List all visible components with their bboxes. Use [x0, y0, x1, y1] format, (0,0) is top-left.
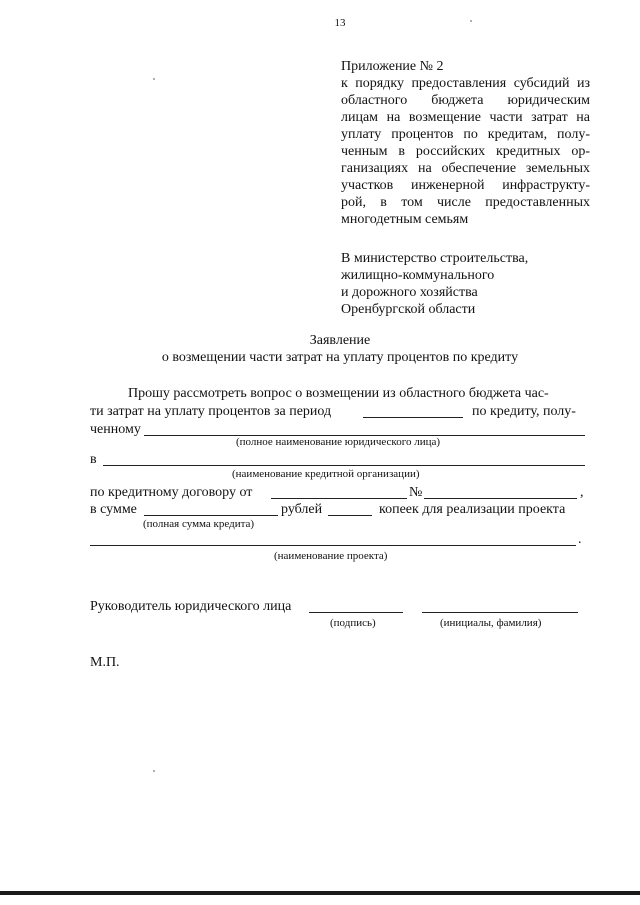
number-sign: №: [409, 485, 423, 500]
kopecks-field[interactable]: [328, 515, 372, 516]
appendix-line: областного бюджета юридическим: [341, 93, 590, 108]
form-text-sum-label: в сумме: [90, 502, 137, 517]
appendix-line: участков инженерной инфраструкту-: [341, 178, 590, 193]
scan-speck: [153, 770, 155, 772]
form-text-rubles: рублей: [281, 502, 323, 517]
bank-name-field[interactable]: [103, 465, 585, 466]
scan-speck: [470, 20, 472, 22]
rubles-field[interactable]: [144, 515, 278, 516]
signature-field[interactable]: [309, 612, 403, 613]
addressee-line: Оренбургской области: [341, 302, 476, 317]
appendix-line: уплату процентов по кредитам, полу-: [341, 127, 590, 142]
form-text-in-label: в: [90, 452, 97, 467]
scan-speck: [153, 78, 155, 80]
initials-surname-field[interactable]: [422, 612, 578, 613]
contract-number-field[interactable]: [424, 498, 577, 499]
signature-head-label: Руководитель юридического лица: [90, 599, 292, 614]
caption-credit-sum: (полная сумма кредита): [143, 518, 255, 530]
appendix-line: лицам на возмещение части затрат на: [341, 110, 590, 125]
caption-legal-entity-name: (полное наименование юридического лица): [236, 436, 441, 448]
form-text-contract-label: по кредитному договору от: [90, 485, 253, 500]
form-text-credit-label: по кредиту, полу-: [472, 404, 576, 419]
appendix-line: рой, в том числе предоставленных: [341, 195, 590, 210]
period-field[interactable]: [363, 417, 463, 418]
caption-signature: (подпись): [330, 617, 376, 629]
addressee-line: жилищно-коммунального: [341, 268, 495, 283]
caption-bank-name: (наименование кредитной организации): [232, 468, 420, 480]
addressee-line: В министерство строительства,: [341, 251, 529, 266]
form-period: .: [578, 532, 582, 547]
appendix-line: к порядку предоставления субсидий из: [341, 76, 590, 91]
project-name-field[interactable]: [90, 545, 576, 546]
statement-subtitle: о возмещении части затрат на уплату процентов по кредиту: [161, 350, 519, 365]
page-number: 13: [334, 17, 346, 29]
seal-place-label: М.П.: [90, 655, 120, 670]
form-text-line-1: Прошу рассмотреть вопрос о возмещении из областного бюджета час-: [128, 386, 549, 401]
appendix-line: ганизациях на обеспечение земельных: [341, 161, 590, 176]
caption-initials-surname: (инициалы, фамилия): [440, 617, 542, 629]
statement-title: Заявление: [309, 333, 371, 348]
form-comma: ,: [580, 485, 584, 500]
scan-bottom-edge: [0, 891, 640, 895]
form-text-received-label: ченному: [90, 422, 141, 437]
appendix-title: Приложение № 2: [341, 59, 444, 74]
addressee-line: и дорожного хозяйства: [341, 285, 478, 300]
appendix-line: ченным в российских кредитных ор-: [341, 144, 590, 159]
form-text-period-label: ти затрат на уплату процентов за период: [90, 404, 332, 419]
contract-date-field[interactable]: [271, 498, 407, 499]
caption-project-name: (наименование проекта): [274, 550, 388, 562]
form-text-kopecks: копеек для реализации проекта: [379, 502, 566, 517]
appendix-line: многодетным семьям: [341, 212, 469, 227]
